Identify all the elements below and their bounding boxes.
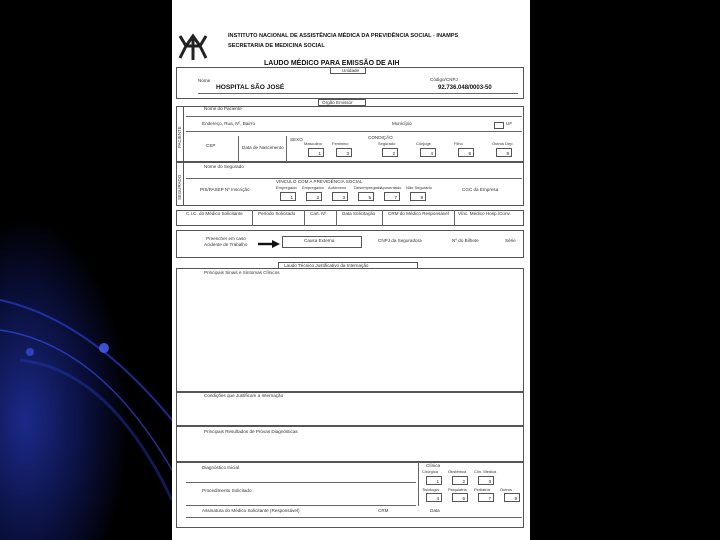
clinica2-option-code: 9 — [514, 495, 517, 501]
vinculo-option-label: Autônomo — [328, 185, 347, 190]
clinica2-option-label: Outros — [500, 487, 513, 492]
serie-label: Série — [505, 238, 516, 243]
vinculo-option-code: 9 — [420, 194, 423, 200]
crm-medico-label: CRM do Médico Responsável — [388, 211, 449, 216]
sinais-box — [176, 268, 524, 392]
sexo-option-checkbox[interactable] — [308, 148, 324, 157]
clinica-label: Clínica — [426, 463, 441, 468]
vinculo-label: VÍNCULO COM A PREVIDÊNCIA SOCIAL — [276, 179, 363, 184]
clinica2-option-code: 4 — [436, 495, 439, 501]
sexo-option-code: 3 — [346, 150, 349, 156]
vinculo-option-code: 1 — [290, 194, 293, 200]
cgc-empresa-label: CGC da Empresa — [462, 187, 499, 192]
nascimento-label: Data de Nascimento — [242, 145, 284, 150]
vinculo-option-label: Desempregado — [354, 185, 382, 190]
condicao-option-checkbox[interactable] — [420, 148, 436, 157]
municipio-label: Município — [392, 121, 412, 126]
vinculo-option-checkbox[interactable] — [384, 192, 400, 201]
sexo-option-label: Masculino — [304, 141, 323, 146]
condicao-option-code: 8 — [506, 150, 509, 156]
procedimento-section — [176, 462, 524, 528]
clinica-option-code: 3 — [488, 478, 491, 484]
clinica2-option-code: 6 — [462, 495, 465, 501]
vinculo-option-label: Aposentado — [380, 185, 402, 190]
assinatura-label: Assinatura do Médico Solicitante (Responsável) — [202, 508, 300, 513]
acidente-label: Acidente de Trabalho — [204, 242, 248, 247]
justificativa-title: Laudo Técnico Justificativo da Internação — [284, 263, 369, 268]
clinica2-option-label: Psiquiatria — [448, 487, 467, 492]
cgc-label: Código/CNPJ — [430, 77, 458, 82]
endereco-label: Endereço, Rua, Nº, Bairro — [202, 121, 255, 126]
clinica2-option-label: Tisiologia — [422, 487, 439, 492]
crm-sign-label: CRM — [378, 508, 389, 513]
vinculo-option-code: 5 — [368, 194, 371, 200]
vinculo-option-label: Empregado — [276, 185, 297, 190]
form-title: LAUDO MÉDICO PARA EMISSÃO DE AIH — [264, 60, 400, 67]
clinica2-option-checkbox[interactable] — [478, 493, 494, 502]
condicao-option-label: Filho — [454, 141, 463, 146]
condicoes-label: Condições que Justificam a Internação — [204, 393, 284, 398]
condicao-option-label: Cônjuge — [416, 141, 431, 146]
clinica-option-checkbox[interactable] — [452, 476, 468, 485]
clinica2-option-code: 7 — [488, 495, 491, 501]
pis-label: PIS/PASEP Nº Inscrição — [200, 187, 250, 192]
cgc-value: 92.736.048/0003-50 — [438, 85, 492, 91]
clinica-option-label: Obstétrica — [448, 469, 467, 474]
condicao-label: CONDIÇÃO — [368, 135, 393, 140]
condicao-option-label: Outros Dep. — [492, 141, 514, 146]
segurado-nome-label: Nome do Segurado — [204, 164, 244, 169]
clinica2-option-label: Pediatria — [474, 487, 490, 492]
unidade-label: Unidade — [342, 68, 360, 73]
document-page — [172, 0, 530, 540]
diagnostico-label: Diagnóstico Inicial — [202, 465, 240, 470]
condicao-option-label: Segurado — [378, 141, 396, 146]
unit-name-label: Nome — [198, 78, 211, 83]
clinica-option-code: 2 — [462, 478, 465, 484]
condicao-option-code: 2 — [392, 150, 395, 156]
unit-name-value: HOSPITAL SÃO JOSÉ — [216, 84, 285, 91]
vinculo-option-code: 3 — [342, 194, 345, 200]
clinica2-option-checkbox[interactable] — [452, 493, 468, 502]
bilhete-label: Nº do Bilhete — [452, 238, 479, 243]
paciente-nome-label: Nome do Paciente — [204, 106, 242, 111]
header-secretaria: SECRETARIA DE MEDICINA SOCIAL — [228, 43, 325, 49]
inamps-logo-icon — [176, 32, 210, 62]
sexo-label: SEXO — [290, 137, 303, 142]
clinica-option-checkbox[interactable] — [426, 476, 442, 485]
previdencia-label: Preencher em caso — [206, 236, 246, 241]
clinica2-option-checkbox[interactable] — [426, 493, 442, 502]
periodo-label: Período Solicitado — [258, 211, 296, 216]
data-sign-label: Data — [430, 508, 440, 513]
clinica2-option-checkbox[interactable] — [504, 493, 520, 502]
condicao-option-checkbox[interactable] — [496, 148, 512, 157]
sexo-option-checkbox[interactable] — [336, 148, 352, 157]
vinculo-option-checkbox[interactable] — [410, 192, 426, 201]
paciente-side-label: PACIENTE — [177, 126, 182, 148]
clinica-option-label: Cirúrgica — [422, 469, 439, 474]
vinculo-option-label: Empregador — [302, 185, 325, 190]
cartao-label: Cart. Nº — [310, 211, 327, 216]
cic-label: C.I.C. do Médico Solicitante — [186, 211, 243, 216]
segurado-side-label: SEGURADO — [177, 174, 182, 200]
arrow-right-icon — [258, 240, 280, 248]
vinculo-option-label: Não Segurado — [406, 185, 432, 190]
clinica-option-checkbox[interactable] — [478, 476, 494, 485]
clinica-option-code: 1 — [436, 478, 439, 484]
header-institute: INSTITUTO NACIONAL DE ASSISTÊNCIA MÉDICA DA PREVIDÊNCIA SOCIAL - INAMPS — [228, 33, 459, 39]
uf-label: UF — [506, 121, 513, 126]
sexo-option-label: Feminino — [332, 141, 349, 146]
procedimento-label: Procedimento Solicitado — [202, 488, 252, 493]
cep-label: CEP — [206, 143, 216, 148]
sexo-option-code: 1 — [318, 150, 321, 156]
vinculo-option-checkbox[interactable] — [358, 192, 374, 201]
sinais-label: Principais Sinais e Sintomas Clínicos — [204, 270, 280, 275]
condicao-option-checkbox[interactable] — [382, 148, 398, 157]
condicao-option-checkbox[interactable] — [458, 148, 474, 157]
vinculo-option-code: 7 — [394, 194, 397, 200]
clinica-option-label: Clín. Médica — [474, 469, 497, 474]
vinculo-option-code: 2 — [316, 194, 319, 200]
vinculo-medico-label: Vínc. Médico Hosp./Conv. — [458, 211, 511, 216]
causa-label: Causa Externa — [304, 238, 335, 243]
condicao-option-code: 4 — [430, 150, 433, 156]
vinculo-option-checkbox[interactable] — [280, 192, 296, 201]
uf-box — [494, 122, 504, 129]
resultados-label: Principais Resultados de Provas Diagnósticas — [204, 429, 298, 434]
cnpj-seguradora-label: CNPJ da Seguradora — [378, 238, 422, 243]
vinculo-option-checkbox[interactable] — [306, 192, 322, 201]
vinculo-option-checkbox[interactable] — [332, 192, 348, 201]
condicao-option-code: 6 — [468, 150, 471, 156]
orgao-label: Órgão Emissor — [322, 100, 353, 105]
data-solicitacao-label: Data Solicitação — [342, 211, 376, 216]
